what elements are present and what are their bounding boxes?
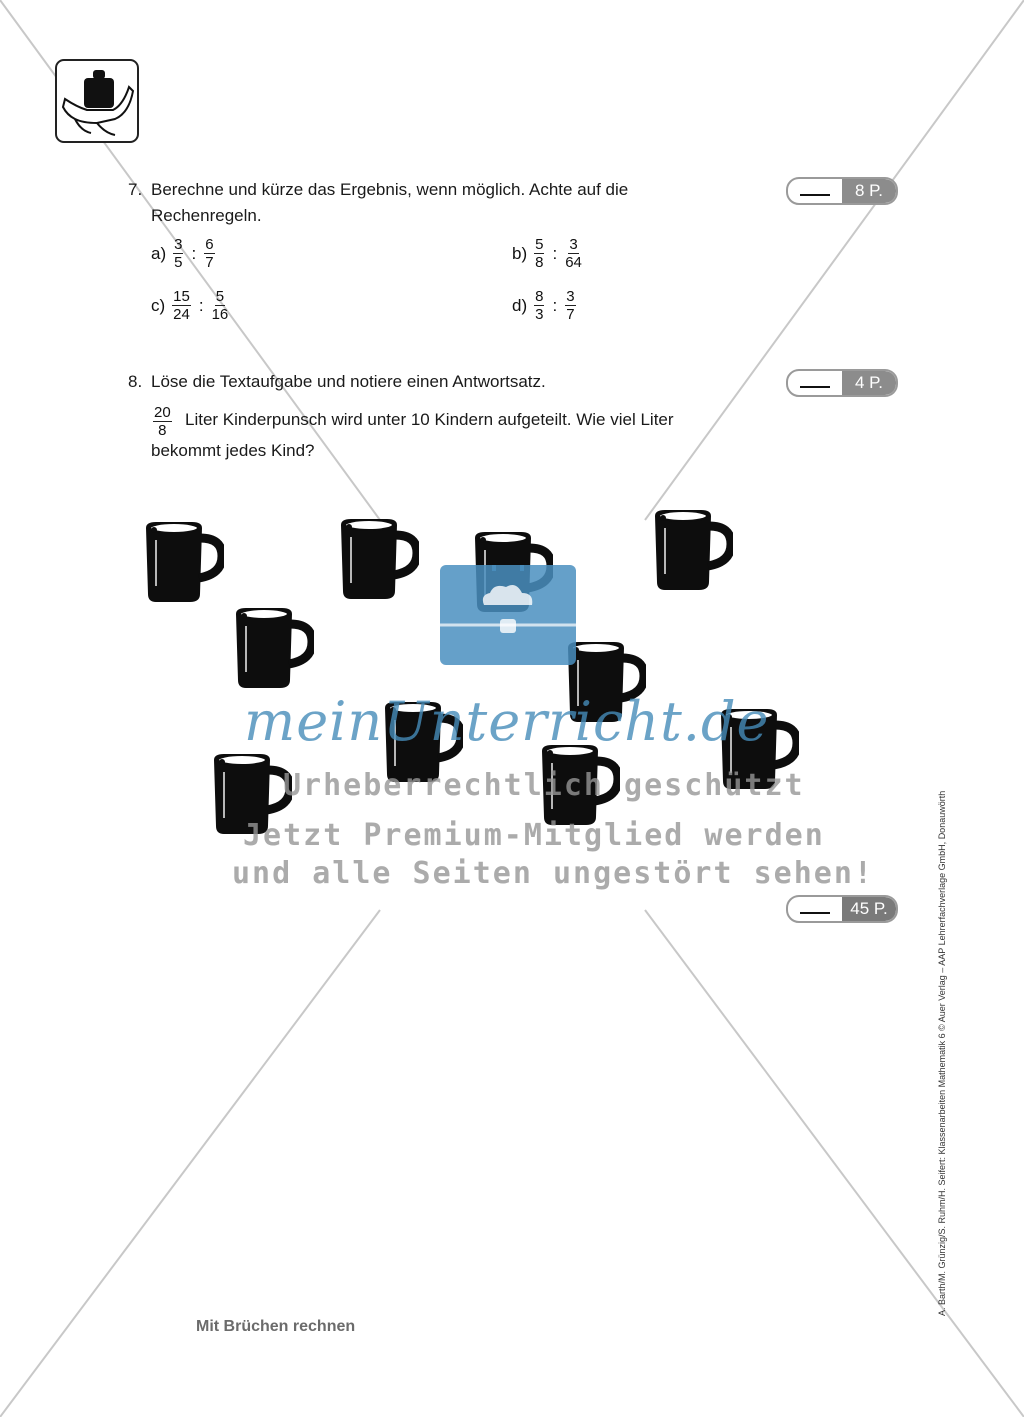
watermark-line1: Urheberrechtlich geschützt [283,768,805,803]
mug-icon [651,508,733,597]
fraction: $\frac{5}{16}$ [211,288,229,323]
fraction: $\frac{3}{7}$ [566,288,575,323]
mug-icon [232,606,314,695]
division-operator: : [198,295,204,315]
task8-fraction: $\frac{20}{8}$ [154,404,171,439]
mug-icon [142,520,224,609]
task7-problem-b [512,236,582,271]
problem-label: d) [512,295,528,315]
fraction: $\frac{8}{3}$ [535,288,544,323]
footer-title: Mit Brüchen rechnen [196,1318,356,1335]
mug-icon [337,517,419,606]
score-blank[interactable] [800,912,830,914]
task7-points: 8 P. [842,179,896,203]
watermark-line2: Jetzt Premium-Mitglied werden [243,818,825,853]
division-operator: : [191,243,197,263]
hand-weight-icon [55,59,139,143]
briefcase-icon [440,565,576,665]
problem-label: a) [151,243,167,263]
division-operator: : [552,243,558,263]
task7-instruction-line1: Berechne und kürze das Ergebnis, wenn möglich. Achte auf die [151,180,629,199]
fraction: $\frac{3}{64}$ [565,236,582,271]
fraction: $\frac{5}{8}$ [535,236,544,271]
task7-problem-d [512,288,576,323]
task8-points: 4 P. [842,371,896,395]
watermark-brand: meinUnterricht.de [244,690,770,753]
copyright-credit: A. Barth/M. Grünzig/S. Ruhm/H. Seifert: Klassenarbeiten Mathematik 6 © Auer Verlag – AAP Lehrerfachverlage GmbH, Donauwörth [937,790,947,1316]
fraction: $\frac{3}{5}$ [174,236,183,271]
fraction: $\frac{6}{7}$ [205,236,214,271]
fraction: $\frac{15}{24}$ [173,288,190,323]
total-score-box[interactable] [786,895,898,923]
task7-problem-c [151,288,228,323]
problem-label: b) [512,243,528,263]
task8-story-line2: bekommt jedes Kind? [151,441,315,460]
task8-score-box[interactable] [786,369,898,397]
score-blank[interactable] [800,386,830,388]
task7-instruction-line2: Rechenregeln. [151,206,262,225]
problem-label: c) [151,295,166,315]
total-points: 45 P. [842,897,896,921]
task8-instruction: Löse die Textaufgabe und notiere einen Antwortsatz. [151,372,546,391]
score-blank[interactable] [800,194,830,196]
task8-story-line1: Liter Kinderpunsch wird unter 10 Kindern aufgeteilt. Wie viel Liter [185,410,674,429]
task7-number: 7. [128,180,143,199]
task7-score-box[interactable] [786,177,898,205]
watermark-line3: und alle Seiten ungestört sehen! [232,856,874,891]
division-operator: : [552,295,558,315]
task8-number: 8. [128,372,143,391]
task7-problem-a [151,236,215,271]
